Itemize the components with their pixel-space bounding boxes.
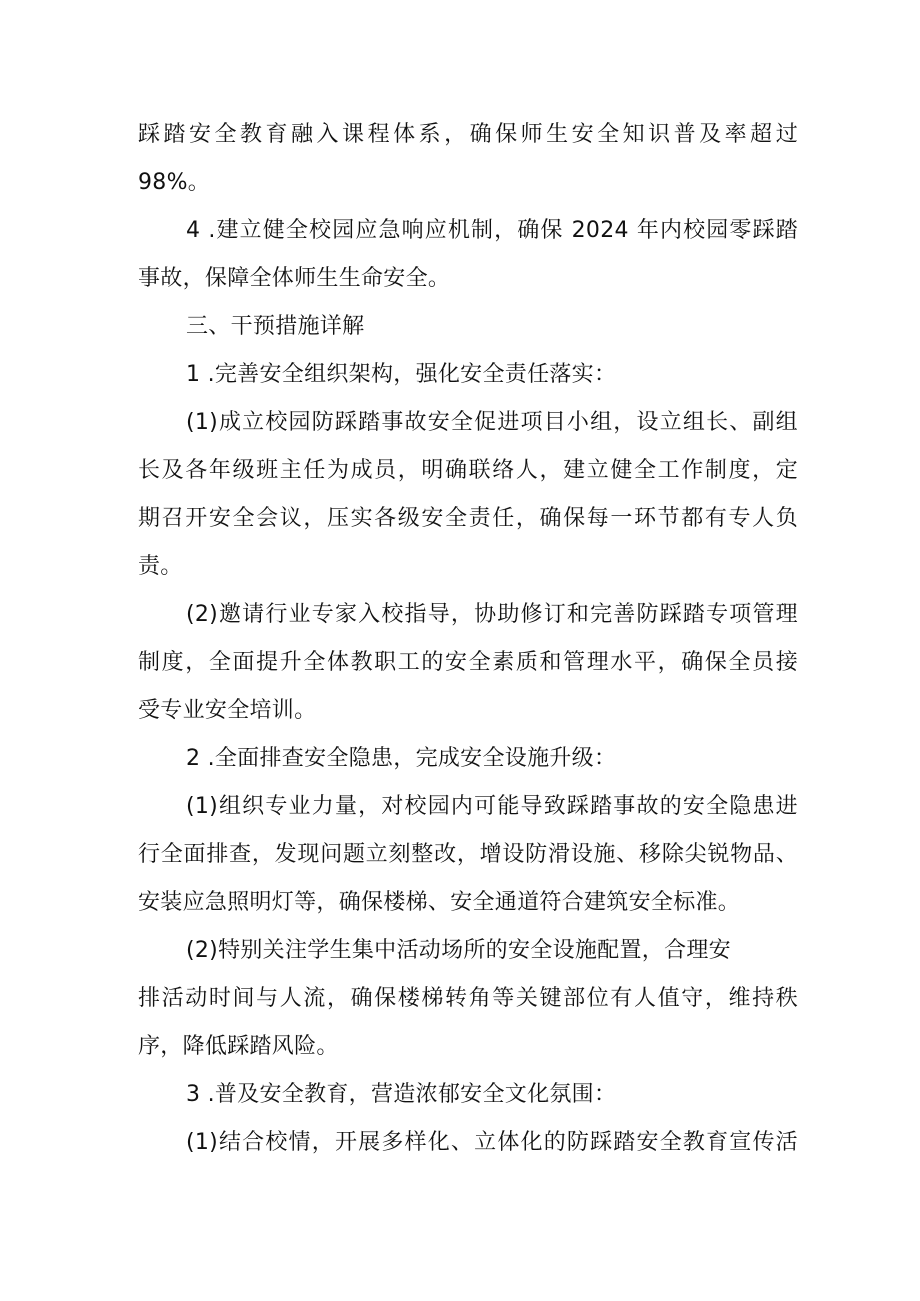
text-line: 4 .建立健全校园应急响应机制，确保 2024 年内校园零踩踏	[186, 218, 798, 243]
text-line: 排活动时间与人流，确保楼梯转角等关键部位有人值守，维持秩	[138, 986, 798, 1011]
text-line: 制度，全面提升全体教职工的安全素质和管理水平，确保全员接	[138, 650, 798, 675]
text-line: 序，降低踩踏风险。	[138, 1034, 339, 1059]
text-line: 安装应急照明灯等，确保楼梯、安全通道符合建筑安全标准。	[138, 890, 741, 915]
text-line: 98%。	[138, 170, 211, 195]
text-line: (2)邀请行业专家入校指导，协助修订和完善防踩踏专项管理	[186, 602, 798, 627]
text-line: 受专业安全培训。	[138, 698, 317, 723]
text-line: 踩踏安全教育融入课程体系，确保师生安全知识普及率超过	[138, 122, 798, 147]
text-line: 期召开安全会议，压实各级安全责任，确保每一环节都有专人负	[138, 506, 798, 531]
text-line: (2)特别关注学生集中活动场所的安全设施配置，合理安	[186, 938, 731, 963]
subheading: 1 .完善安全组织架构，强化安全责任落实：	[186, 362, 617, 387]
text-line: 长及各年级班主任为成员，明确联络人，建立健全工作制度，定	[138, 458, 798, 483]
text-line: (1)成立校园防踩踏事故安全促进项目小组，设立组长、副组	[186, 410, 798, 435]
subheading: 2 .全面排查安全隐患，完成安全设施升级：	[186, 746, 617, 771]
text-line: 行全面排查，发现问题立刻整改，增设防滑设施、移除尖锐物品、	[138, 842, 798, 867]
subheading: 3 .普及安全教育，营造浓郁安全文化氛围：	[186, 1082, 617, 1107]
text-line: (1)结合校情，开展多样化、立体化的防踩踏安全教育宣传活	[186, 1130, 798, 1155]
section-heading: 三、干预措施详解	[186, 314, 365, 339]
text-line: 责。	[138, 554, 183, 579]
text-line: (1)组织专业力量，对校园内可能导致踩踏事故的安全隐患进	[186, 794, 798, 819]
text-line: 事故，保障全体师生生命安全。	[138, 266, 451, 291]
